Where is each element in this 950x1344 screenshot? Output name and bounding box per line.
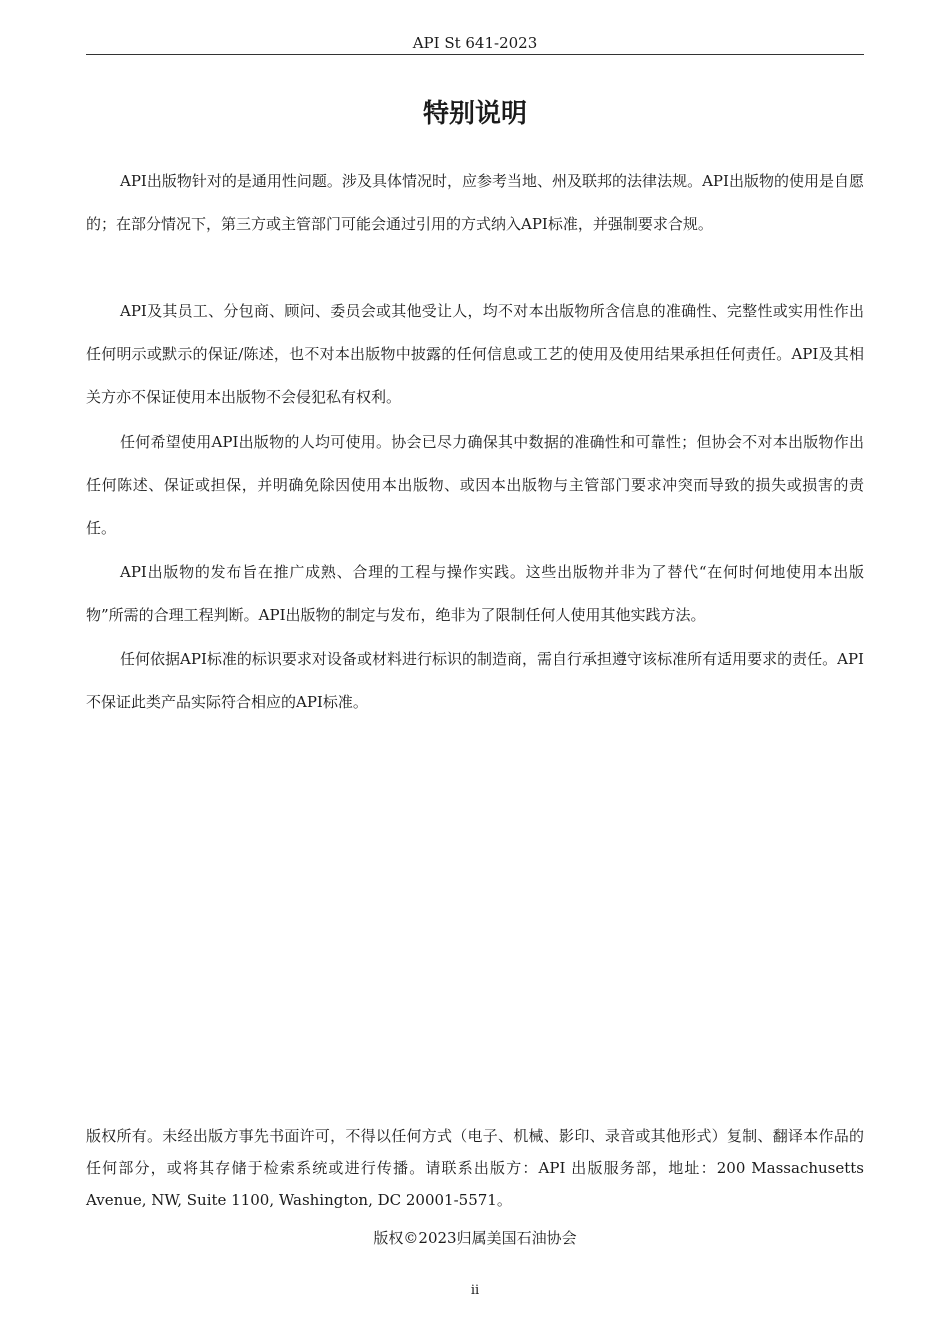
header-rule [86, 54, 864, 55]
running-header: API St 641-2023 [412, 34, 538, 52]
copyright-line: 版权©2023归属美国石油协会 [373, 1229, 577, 1247]
paragraph-liability-disclaimer: 任何希望使用API出版物的人均可使用。协会已尽力确保其中数据的准确性和可靠性；但协会不对本出版物作出任何陈述、保证或担保，并明确免除因使用本出版物、或因本出版物与主管部门要求冲突而导致的损失或损害的责任。 [86, 433, 864, 537]
paragraph-engineering-practice: API出版物的发布旨在推广成熟、合理的工程与操作实践。这些出版物并非为了替代“在何时何地使用本出版物”所需的合理工程判断。API出版物的制定与发布，绝非为了限制任何人使用其他实践方法。 [86, 563, 864, 624]
page-number: ii [470, 1283, 480, 1298]
paragraph-usage-notice: API出版物针对的是通用性问题。涉及具体情况时，应参考当地、州及联邦的法律法规。API出版物的使用是自愿的；在部分情况下，第三方或主管部门可能会通过引用的方式纳入API标准，并强制要求合规。 [86, 172, 864, 233]
copyright-notice: 版权所有。未经出版方事先书面许可，不得以任何方式（电子、机械、影印、录音或其他形式）复制、翻译本作品的任何部分，或将其存储于检索系统或进行传播。请联系出版方：API 出版服务部，地址：200 Massachusetts Avenue, NW, Suite 1100, Washington, DC 20001-5571。 [86, 1127, 864, 1209]
paragraph-no-warranty: API及其员工、分包商、顾问、委员会或其他受让人，均不对本出版物所含信息的准确性、完整性或实用性作出任何明示或默示的保证/陈述，也不对本出版物中披露的任何信息或工艺的使用及使用结果承担任何责任。API及其相关方亦不保证使用本出版物不会侵犯私有权利。 [86, 302, 864, 406]
paragraph-marking-requirements: 任何依据API标准的标识要求对设备或材料进行标识的制造商，需自行承担遵守该标准所有适用要求的责任。API不保证此类产品实际符合相应的API标准。 [86, 650, 864, 711]
page-title: 特别说明 [422, 99, 527, 129]
